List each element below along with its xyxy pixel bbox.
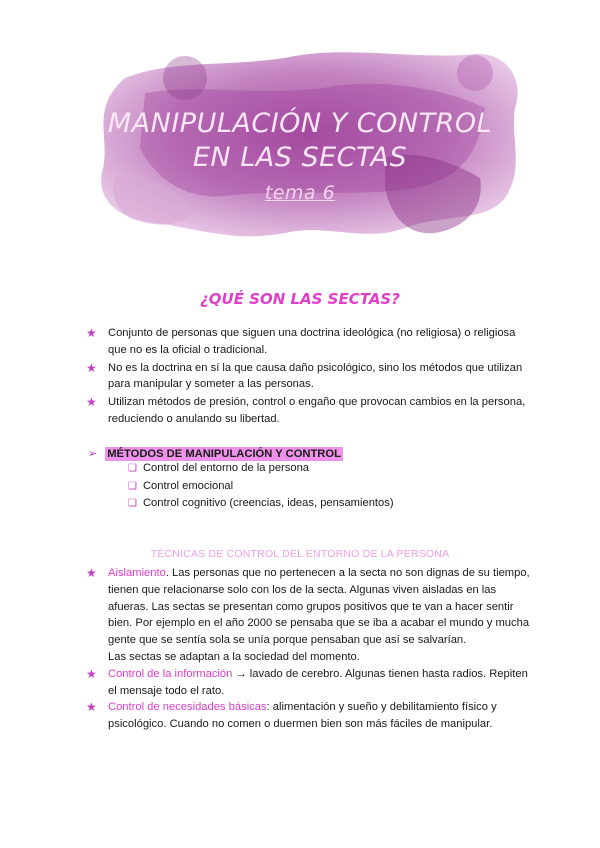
star-icon: ★	[86, 395, 97, 410]
title-subtitle: tema 6	[264, 182, 336, 204]
methods-list	[128, 460, 394, 513]
list-item: ★ Control de necesidades básicas: alimentación y sueño y debilitamiento físico y psicológico. Cuando no comen o duermen bien son más fáciles de manipular.	[86, 700, 497, 731]
star-icon: ★	[86, 666, 97, 681]
list-item: ★ Conjunto de personas que siguen una doctrina ideológica (no religiosa) o religiosa que no es la oficial o tradicional.	[86, 326, 516, 356]
definition-list	[86, 325, 526, 429]
list-item: ★ Control de la información → lavado de cerebro. Algunas tienen hasta radios. Repiten el mensaje todo el rato.	[86, 666, 528, 697]
techniques-list	[86, 565, 531, 733]
term-label: Control de la información	[108, 667, 233, 680]
checkbox-square-icon: ❑	[128, 498, 137, 509]
star-icon: ★	[86, 700, 97, 715]
techniques-title: TÉCNICAS DE CONTROL DEL ENTORNO DE LA PERSONA	[150, 548, 450, 560]
star-icon: ★	[86, 326, 97, 340]
checkbox-square-icon: ❑	[128, 463, 137, 474]
star-icon: ★	[86, 566, 97, 580]
methods-title: MÉTODOS DE MANIPULACIÓN Y CONTROL	[107, 448, 341, 460]
list-item: ★ Aislamiento. Las personas que no pertenecen a la secta no son dignas de su tiempo, tienen que relacionarse solo con los de la secta. Algunas viven aisladas en las afueras. Las sectas se presentan como grupos positivos que te van a hacer sentir bien. Por ejemplo en el año 2000 se pensaba que se iba a acabar el mundo y mucha gente que se sentía sola se unía porque pensaban que así se salvarían. Las sectas se adaptan a la sociedad del momento.	[86, 566, 530, 663]
star-icon: ★	[86, 360, 97, 375]
list-item: ❑ Control cognitivo (creencias, ideas, pensamientos)	[128, 497, 394, 509]
title-line-1: MANIPULACIÓN Y CONTROL	[107, 108, 493, 139]
term-label: Aislamiento	[108, 567, 166, 579]
term-label: Control de necesidades básicas	[108, 701, 267, 714]
list-item: ❑ Control emocional	[128, 479, 234, 492]
arrow-icon: ➢	[88, 448, 98, 460]
checkbox-square-icon: ❑	[128, 480, 137, 492]
list-item: ❑ Control del entorno de la persona	[128, 462, 310, 474]
section-heading: ¿QUÉ SON LAS SECTAS?	[200, 290, 400, 308]
list-item: ★ No es la doctrina en sí la que causa daño psicológico, sino los métodos que utilizan para manipular y someter a las personas.	[86, 360, 523, 391]
title-line-2: EN LAS SECTAS	[192, 142, 408, 173]
list-item: ★ Utilizan métodos de presión, control o engaño que provocan cambios en la persona, reduciendo o anulando su libertad.	[86, 395, 526, 425]
